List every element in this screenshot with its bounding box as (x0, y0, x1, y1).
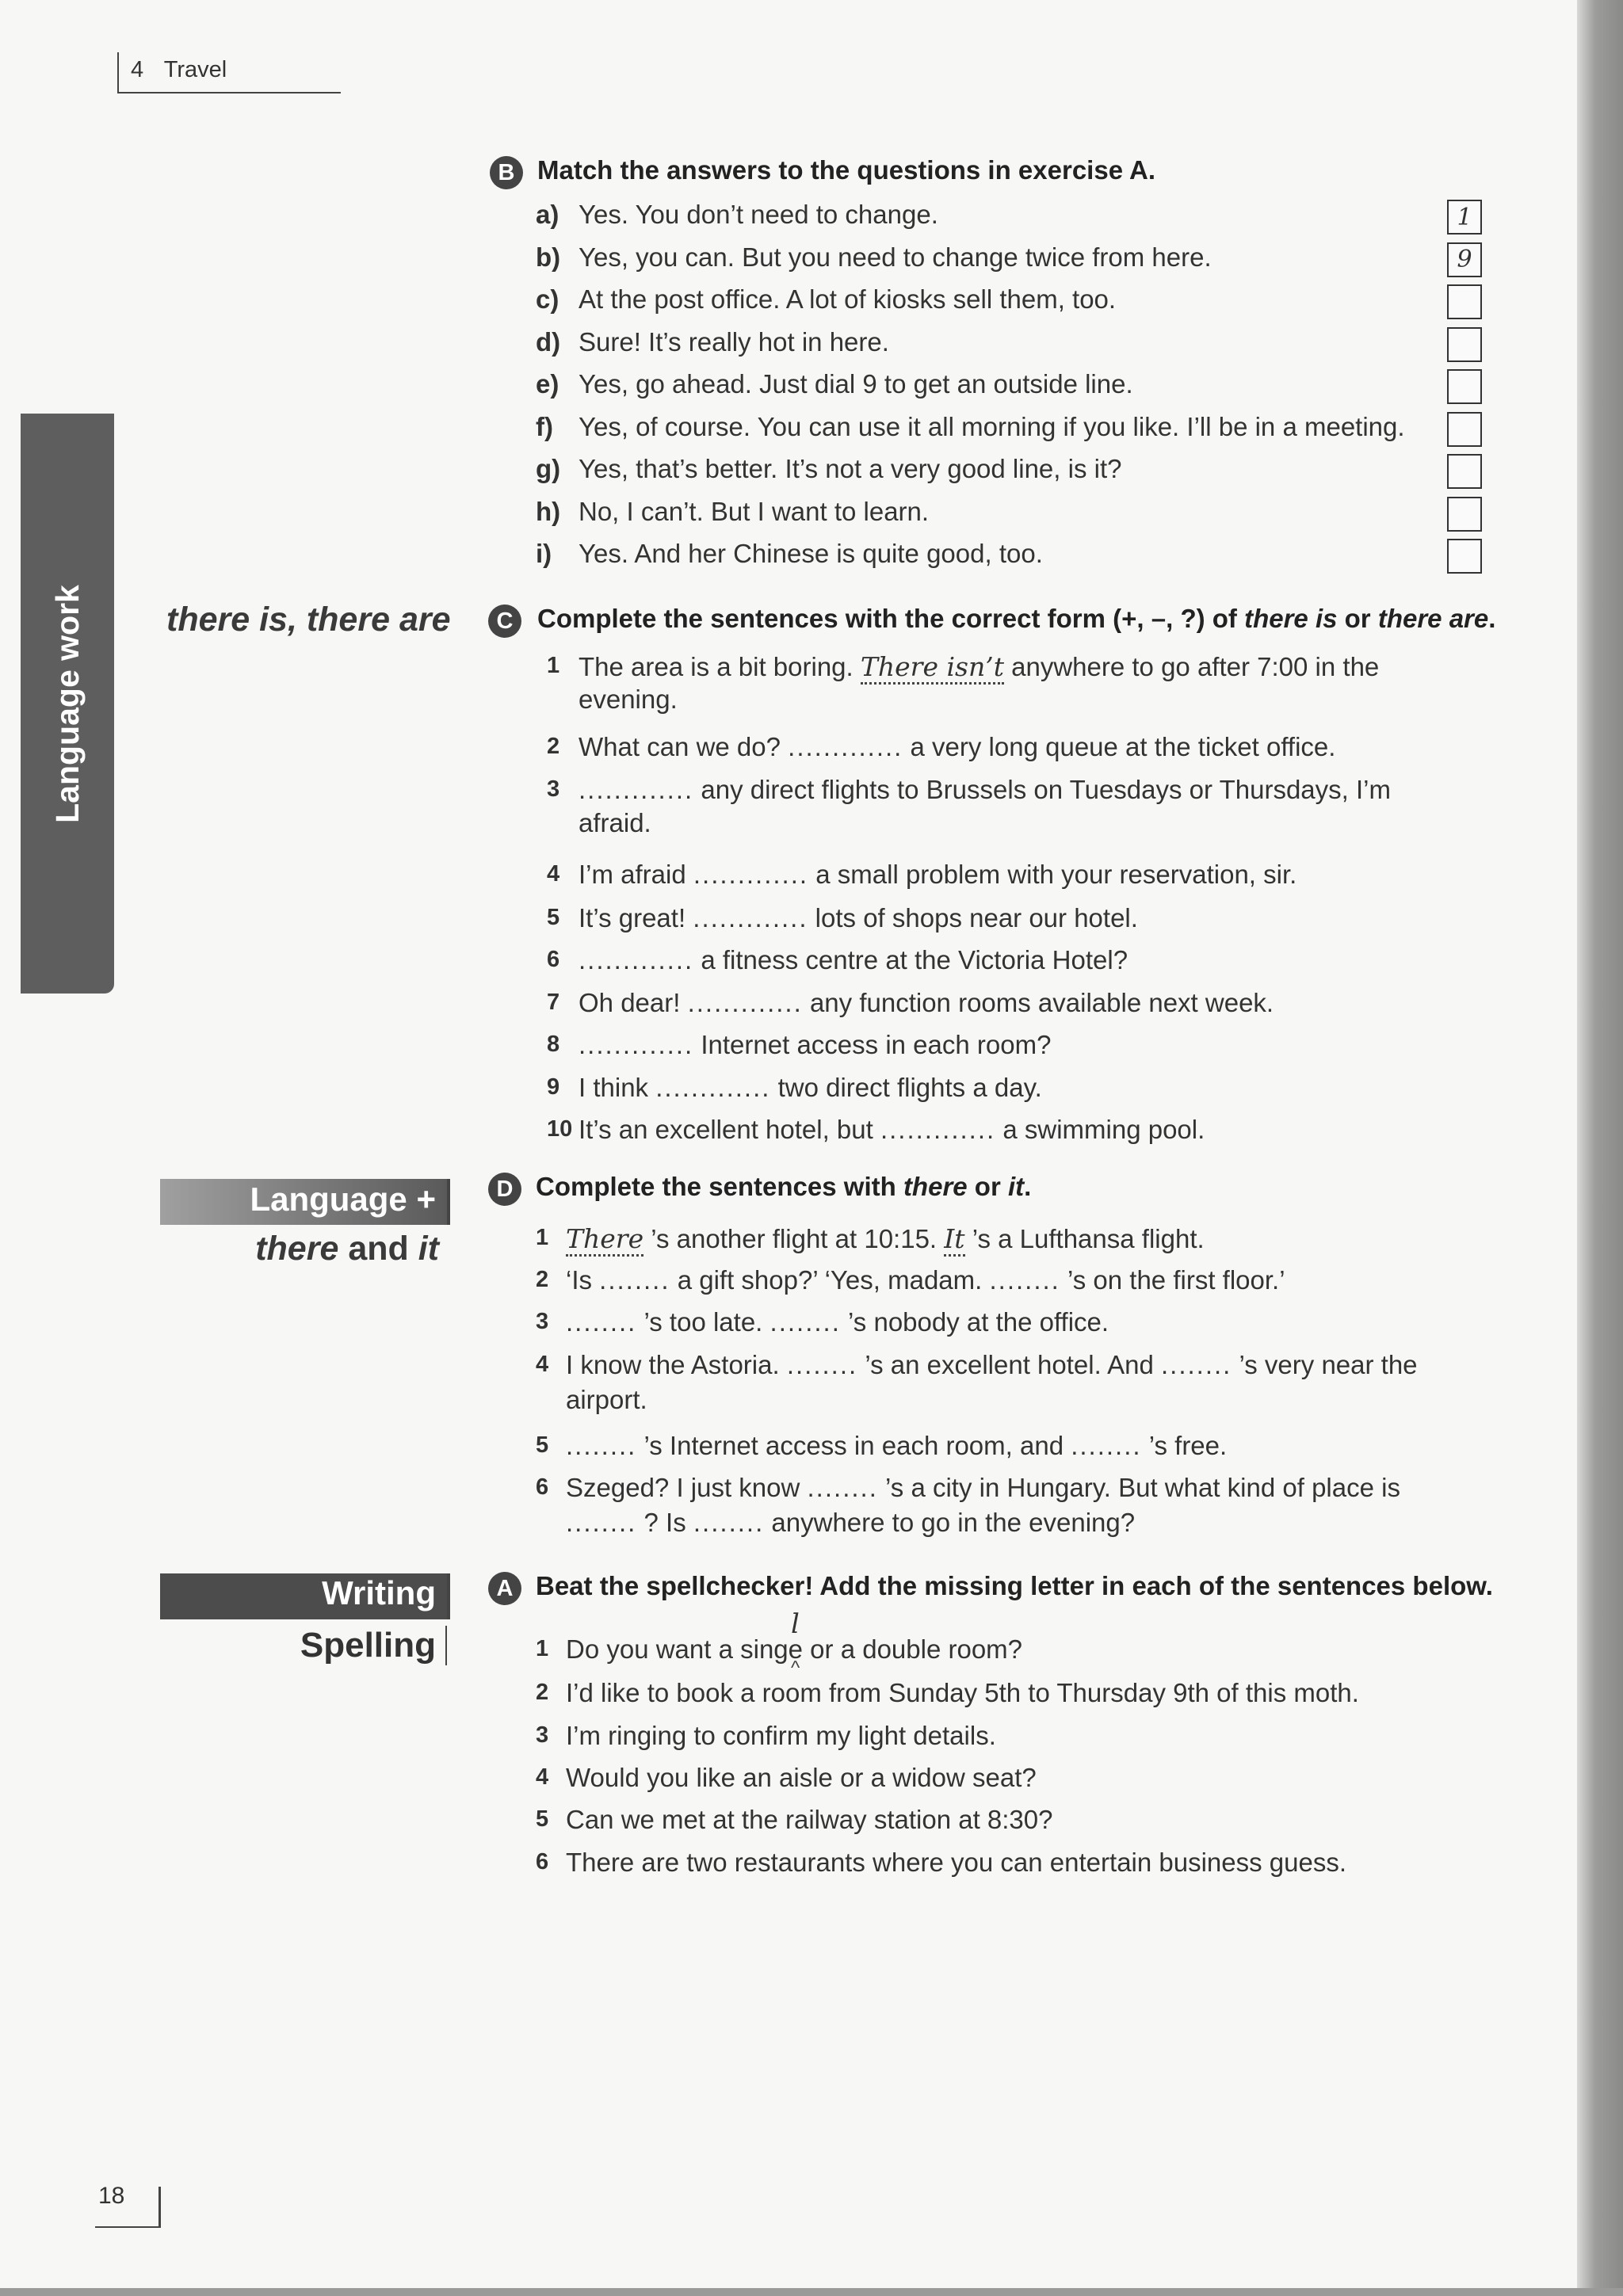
item-number: 3 (536, 1722, 549, 1748)
sentence: Can we met at the railway station at 8:30? (566, 1805, 1053, 1834)
item-text: Yes, of course. You can use it all morning if you like. I’ll be in a meeting. (579, 411, 1405, 441)
unit-number: 4 (131, 57, 144, 82)
instr-text: Complete the sentences with (536, 1172, 903, 1201)
answer-blank: ............. (788, 732, 903, 761)
heading-part: and (338, 1230, 418, 1268)
sentence: It’s an excellent hotel, but ............. a swimming pool. (579, 1115, 1205, 1144)
answer-blank: ........ (769, 1307, 841, 1337)
sentence-continued: ........ ? Is ........ anywhere to go in the evening? (566, 1508, 1136, 1537)
unit-header (131, 57, 227, 83)
sentence-continued: evening. (579, 685, 678, 714)
answer-blank: ............. (687, 988, 803, 1017)
sentence: There are two restaurants where you can entertain business guess. (566, 1848, 1347, 1877)
item-label: e) (536, 369, 559, 399)
writing-badge: A (488, 1572, 521, 1605)
item-number: 1 (547, 653, 560, 678)
page-edge-shadow (1577, 0, 1623, 2296)
answer-box (1447, 412, 1482, 447)
instr-text: there (903, 1172, 968, 1201)
answer-blank: ........ (1071, 1431, 1142, 1460)
sentence: ‘Is ........ a gift shop?’ ‘Yes, madam. ........ ’s on the first floor.’ (566, 1265, 1285, 1295)
sentence: ............. any direct flights to Brussels on Tuesdays or Thursdays, I’m (579, 775, 1391, 804)
answer-box (1447, 284, 1482, 319)
item-label: f) (536, 411, 553, 441)
sentence: Oh dear! ............. any function rooms available next week. (579, 988, 1274, 1017)
item-text: Yes, go ahead. Just dial 9 to get an outside line. (579, 369, 1133, 399)
handwritten-answer: There isn’t (861, 651, 1004, 685)
section-d-badge: D (488, 1173, 521, 1206)
instr-text: . (1488, 604, 1496, 633)
item-number: 2 (547, 734, 560, 759)
item-number: 5 (547, 905, 560, 930)
item-number: 4 (547, 861, 560, 887)
answer-blank: ............. (579, 1030, 694, 1059)
item-text: Yes, that’s better. It’s not a very good line, is it? (579, 454, 1122, 483)
side-tab-label-wrap (21, 414, 114, 994)
sentence: ........ ’s too late. ........ ’s nobody at the office. (566, 1307, 1109, 1337)
answer-box: 9 (1447, 242, 1482, 277)
handwritten-answer: It (944, 1223, 964, 1257)
answer-blank: ........ (807, 1473, 878, 1502)
writing-label: Writing (322, 1574, 436, 1611)
answer-blank: ............. (579, 775, 694, 804)
item-label: c) (536, 284, 559, 314)
item-number: 1 (536, 1225, 549, 1250)
section-c-badge: C (488, 605, 521, 638)
language-plus-label: Language + (250, 1180, 436, 1218)
page-bottom-edge (0, 2288, 1623, 2296)
item-text: Yes. And her Chinese is quite good, too. (579, 539, 1043, 568)
item-label: h) (536, 496, 561, 526)
spelling-heading: Spelling (160, 1626, 447, 1665)
sentence: Do you want a singe or a double room? (566, 1634, 1023, 1664)
answer-blank: ........ (566, 1307, 637, 1337)
instr-text: or (967, 1172, 1008, 1201)
item-label: b) (536, 242, 561, 272)
sentence: Would you like an aisle or a widow seat? (566, 1763, 1037, 1792)
item-label: g) (536, 454, 561, 483)
answer-box (1447, 497, 1482, 532)
writing-instruction: Beat the spellchecker! Add the missing letter in each of the sentences below. (536, 1571, 1493, 1600)
instr-text: it (1007, 1172, 1025, 1201)
answer-box (1447, 539, 1482, 574)
answer-blank: ............. (579, 945, 694, 974)
answer-blank: ........ (566, 1431, 637, 1460)
item-text: At the post office. A lot of kiosks sell them, too. (579, 284, 1117, 314)
sentence: I know the Astoria. ........ ’s an excellent hotel. And ........ ’s very near the (566, 1350, 1418, 1379)
unit-title: Travel (163, 57, 227, 82)
sentence: ............. Internet access in each room? (579, 1030, 1052, 1059)
item-number: 7 (547, 990, 560, 1015)
correction-mark: l (791, 1608, 800, 1640)
sentence: I’d like to book a room from Sunday 5th to Thursday 9th of this moth. (566, 1678, 1359, 1707)
instr-text: Complete the sentences with the correct form (+, –, ?) of (537, 604, 1245, 633)
item-text: Yes. You don’t need to change. (579, 200, 938, 229)
heading-part: it (418, 1230, 439, 1268)
item-number: 3 (547, 776, 560, 802)
item-number: 10 (547, 1116, 573, 1142)
side-tab-label: Language work (48, 584, 86, 823)
instr-text: . (1024, 1172, 1032, 1201)
item-number: 2 (536, 1680, 549, 1705)
instr-text: there are (1377, 604, 1489, 633)
item-number: 4 (536, 1352, 549, 1377)
item-number: 1 (536, 1636, 549, 1661)
answer-box (1447, 327, 1482, 362)
answer-box (1447, 369, 1482, 404)
sentence: ............. a fitness centre at the Victoria Hotel? (579, 945, 1128, 974)
item-label: i) (536, 539, 552, 568)
answer-blank: ........ (599, 1265, 670, 1295)
answer-blank: ............. (693, 903, 808, 933)
sentence: There ’s another flight at 10:15. It ’s a Lufthansa flight. (566, 1223, 1205, 1254)
item-text: No, I can’t. But I want to learn. (579, 496, 930, 526)
sentence: The area is a bit boring. There isn’t anywhere to go after 7:00 in the (579, 651, 1379, 682)
item-number: 4 (536, 1764, 549, 1790)
sentence: I think ............. two direct flights a day. (579, 1073, 1042, 1102)
caret-mark: ^ (791, 1657, 800, 1679)
sentence-continued: afraid. (579, 808, 651, 837)
answer-blank: ............. (880, 1115, 996, 1144)
item-number: 6 (547, 947, 560, 972)
answer-blank: ............. (655, 1073, 771, 1102)
item-number: 3 (536, 1309, 549, 1334)
sentence: ........ ’s Internet access in each room, and ........ ’s free. (566, 1431, 1228, 1460)
answer-box: 1 (1447, 200, 1482, 235)
sentence-continued: airport. (566, 1385, 647, 1414)
answer-blank: ........ (786, 1350, 858, 1379)
item-number: 5 (536, 1432, 549, 1458)
answer-box (1447, 454, 1482, 489)
answer-blank: ........ (989, 1265, 1060, 1295)
answer-blank: ........ (566, 1508, 637, 1537)
item-number: 9 (547, 1074, 560, 1100)
item-label: a) (536, 200, 559, 229)
page-number: 18 (98, 2183, 125, 2209)
answer-blank: ............. (693, 860, 809, 889)
section-d-instruction (536, 1172, 1031, 1202)
heading-part: there (255, 1230, 339, 1268)
sentence: What can we do? ............. a very long queue at the ticket office. (579, 732, 1336, 761)
section-c-side-heading: there is, there are (166, 601, 451, 639)
section-c-instruction (537, 604, 1495, 634)
item-number: 6 (536, 1474, 549, 1500)
section-b-instruction: Match the answers to the questions in exercise A. (537, 155, 1155, 185)
sentence: It’s great! ............. lots of shops near our hotel. (579, 903, 1138, 933)
item-number: 5 (536, 1806, 549, 1832)
item-text: Yes, you can. But you need to change twice from here. (579, 242, 1212, 272)
item-number: 6 (536, 1849, 549, 1875)
item-number: 2 (536, 1267, 549, 1292)
item-text: Sure! It’s really hot in here. (579, 326, 889, 357)
sentence: I’m ringing to confirm my light details. (566, 1721, 996, 1750)
instr-text: or (1337, 604, 1378, 633)
answer-blank: ........ (693, 1508, 765, 1537)
item-label: d) (536, 326, 561, 357)
handwritten-answer: There (566, 1223, 643, 1257)
instr-text: there is (1244, 604, 1338, 633)
sentence: Szeged? I just know ........ ’s a city in Hungary. But what kind of place is (566, 1473, 1400, 1502)
answer-blank: ........ (1161, 1350, 1232, 1379)
item-number: 8 (547, 1032, 560, 1057)
sentence: I’m afraid ............. a small problem with your reservation, sir. (579, 860, 1297, 889)
section-b-badge: B (490, 156, 523, 189)
section-d-side-heading (160, 1230, 439, 1268)
